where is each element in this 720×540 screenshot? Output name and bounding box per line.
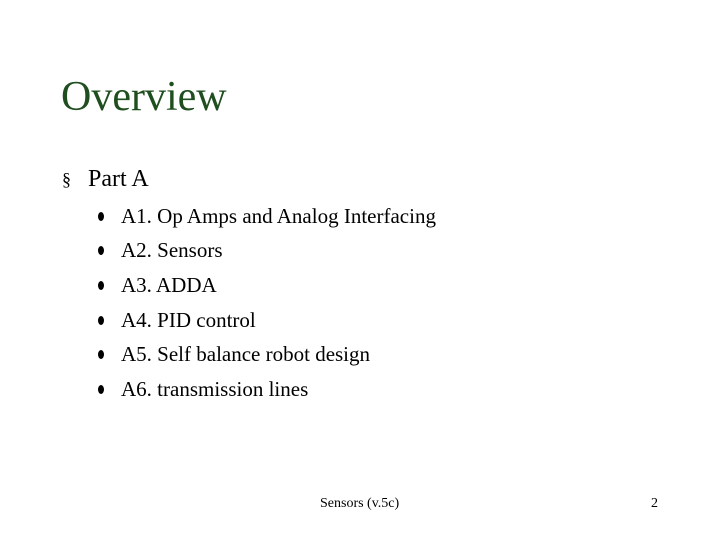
- bullet-dot-icon: [98, 350, 104, 359]
- page-number: 2: [651, 496, 658, 511]
- topic-list: [98, 199, 436, 407]
- bullet-part-a: [62, 163, 149, 195]
- slide-title: Overview: [61, 74, 227, 120]
- bullet-dot-icon: [98, 316, 104, 325]
- bullet-dot-icon: [98, 212, 104, 221]
- list-item: [98, 268, 436, 303]
- list-item: [98, 372, 436, 407]
- list-item: [98, 234, 436, 269]
- list-item-text: A3. ADDA: [121, 272, 217, 297]
- bullet-dot-icon: [98, 246, 104, 255]
- bullet-part-a-text: Part A: [88, 165, 149, 192]
- list-item-text: A4. PID control: [121, 307, 256, 332]
- list-item-text: A2. Sensors: [121, 238, 223, 263]
- list-item-text: A1. Op Amps and Analog Interfacing: [121, 203, 436, 228]
- list-item-text: A5. Self balance robot design: [121, 342, 371, 367]
- list-item: [98, 199, 436, 234]
- list-item-text: A6. transmission lines: [121, 376, 309, 401]
- list-item: [98, 337, 436, 372]
- section-bullet-icon: §: [62, 168, 71, 189]
- slide-footer: Sensors (v.5c): [320, 496, 400, 511]
- list-item: [98, 303, 436, 338]
- bullet-dot-icon: [98, 281, 104, 290]
- bullet-dot-icon: [98, 385, 104, 394]
